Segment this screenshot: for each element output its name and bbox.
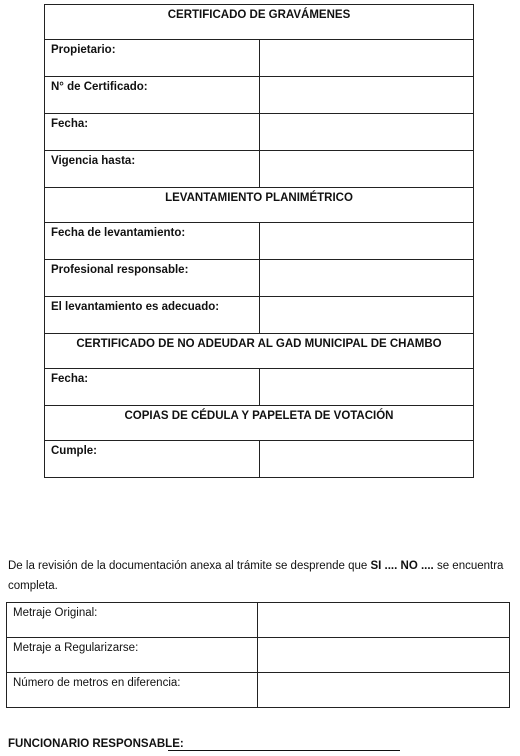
signature-line[interactable] — [168, 750, 400, 751]
label-metros-diferencia: Número de metros en diferencia: — [7, 673, 258, 708]
review-statement — [8, 556, 512, 596]
value-metraje-original[interactable] — [258, 603, 510, 638]
label-fecha-no-adeudar: Fecha: — [45, 369, 260, 406]
section-header-copias: COPIAS DE CÉDULA Y PAPELETA DE VOTACIÓN — [45, 406, 474, 441]
section-header-levantamiento: LEVANTAMIENTO PLANIMÉTRICO — [45, 188, 474, 223]
label-adecuado: El levantamiento es adecuado: — [45, 297, 260, 334]
label-profesional: Profesional responsable: — [45, 260, 260, 297]
funcionario-label: FUNCIONARIO RESPONSABLE: — [8, 738, 184, 750]
section-header-gravamenes: CERTIFICADO DE GRAVÁMENES — [45, 5, 474, 40]
statement-suffix: se encuentra completa. — [8, 560, 504, 592]
document-checklist-table — [44, 4, 474, 478]
value-metraje-regularizarse[interactable] — [258, 638, 510, 673]
value-fecha-certificado[interactable] — [259, 114, 474, 151]
label-fecha-certificado: Fecha: — [45, 114, 260, 151]
value-propietario[interactable] — [259, 40, 474, 77]
value-fecha-no-adeudar[interactable] — [259, 369, 474, 406]
label-metraje-original: Metraje Original: — [7, 603, 258, 638]
label-cumple: Cumple: — [45, 441, 260, 478]
value-profesional[interactable] — [259, 260, 474, 297]
value-vigencia[interactable] — [259, 151, 474, 188]
value-adecuado[interactable] — [259, 297, 474, 334]
value-cumple[interactable] — [259, 441, 474, 478]
statement-no: NO .... — [400, 560, 434, 572]
label-numero-certificado: N° de Certificado: — [45, 77, 260, 114]
value-numero-certificado[interactable] — [259, 77, 474, 114]
label-fecha-levantamiento: Fecha de levantamiento: — [45, 223, 260, 260]
value-fecha-levantamiento[interactable] — [259, 223, 474, 260]
metraje-table — [6, 602, 510, 708]
value-metros-diferencia[interactable] — [258, 673, 510, 708]
statement-si: SI .... — [370, 560, 398, 572]
label-metraje-regularizarse: Metraje a Regularizarse: — [7, 638, 258, 673]
section-header-no-adeudar: CERTIFICADO DE NO ADEUDAR AL GAD MUNICIPAL DE CHAMBO — [45, 334, 474, 369]
label-vigencia: Vigencia hasta: — [45, 151, 260, 188]
statement-prefix: De la revisión de la documentación anexa al trámite se desprende que — [8, 560, 371, 572]
label-propietario: Propietario: — [45, 40, 260, 77]
